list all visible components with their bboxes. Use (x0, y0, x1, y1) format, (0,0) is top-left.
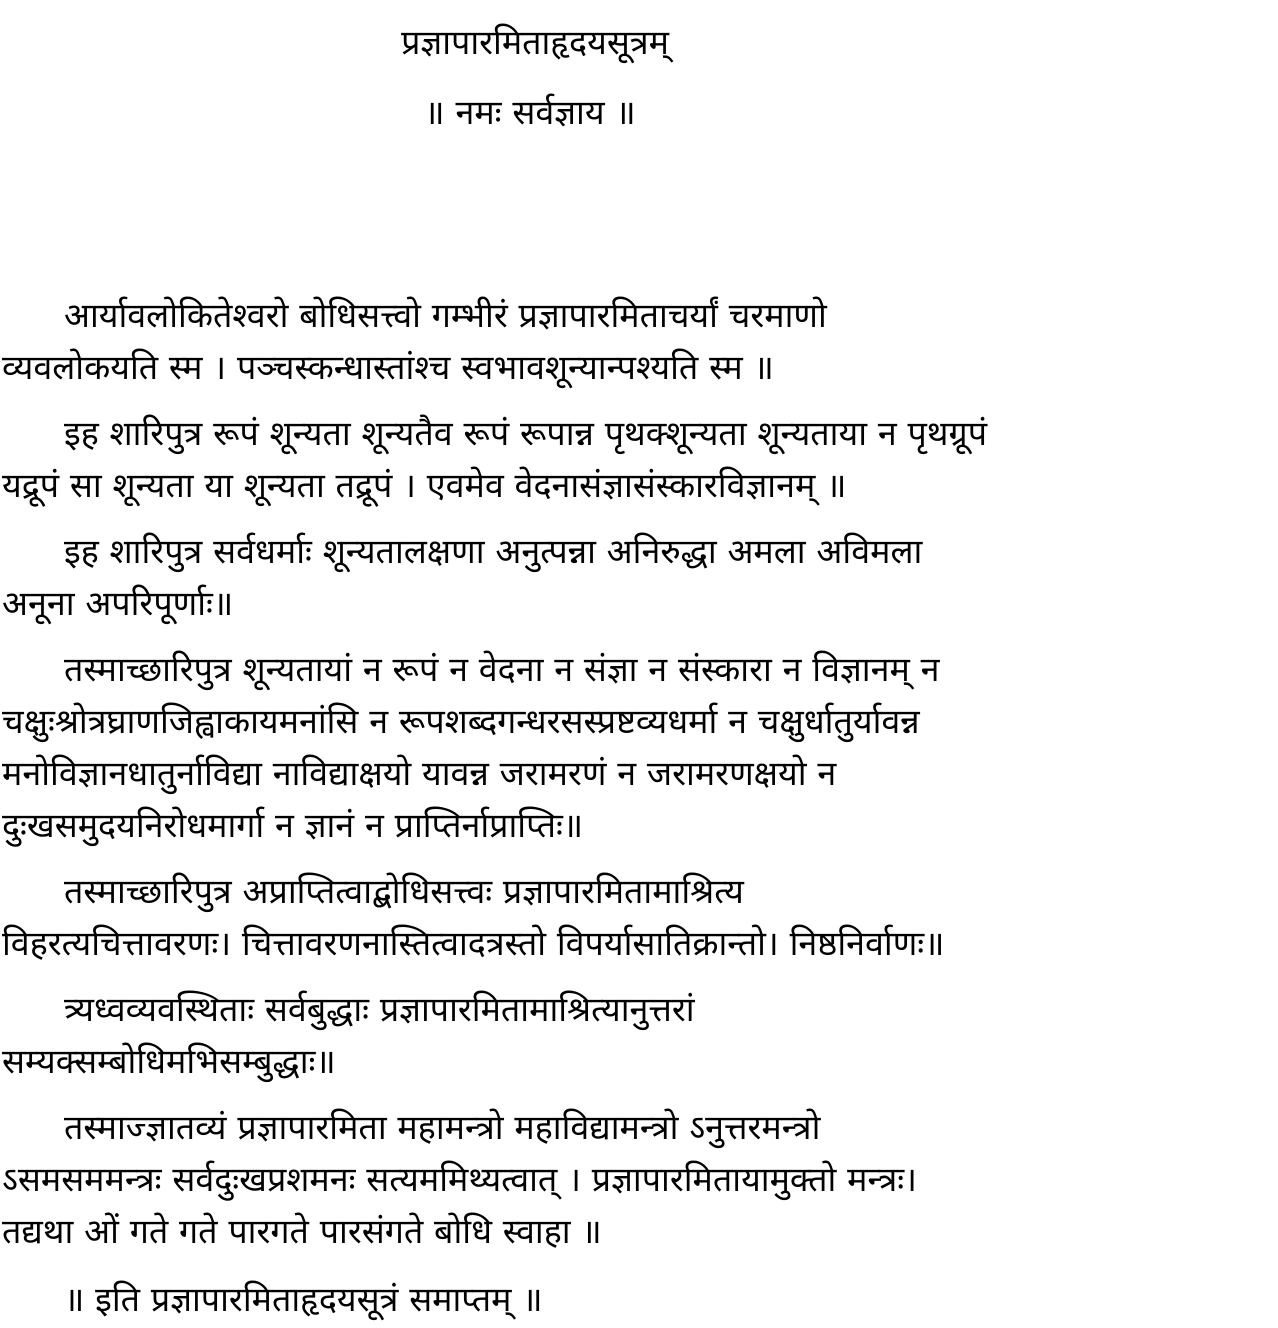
verse-4 (2, 644, 1276, 852)
document-title: प्रज्ञापारमिताहृदयसूत्रम् (401, 23, 669, 63)
colophon: ॥ इति प्रज्ञापारमिताहृदयसूत्रं समाप्तम् ॥ (64, 1280, 543, 1320)
verse-line: यद्रूपं सा शून्यता या शून्यता तद्रूपं । एवमेव वेदनासंज्ञासंस्कारविज्ञानम् ॥ (2, 466, 847, 506)
verse-line: अनूना अपरिपूर्णाः॥ (2, 584, 234, 624)
verse-line: सम्यक्सम्बोधिमभिसम्बुद्धाः॥ (2, 1042, 336, 1082)
invocation-line: ॥ नमः सर्वज्ञाय ॥ (424, 93, 636, 133)
verse-line: तस्माच्छारिपुत्र अप्राप्तित्वाद्बोधिसत्त्वः प्रज्ञापारमितामाश्रित्य (64, 872, 744, 912)
verse-line: इह शारिपुत्र सर्वधर्माः शून्यतालक्षणा अनुत्पन्ना अनिरुद्धा अमला अविमला (64, 532, 923, 572)
verse-1 (2, 290, 1276, 394)
verse-line: विहरत्यचित्तावरणः। चित्तावरणनास्तित्वादत्रस्तो विपर्यासातिक्रान्तो। निष्ठनिर्वाणः॥ (2, 924, 945, 964)
verse-line: चक्षुःश्रोत्रघ्राणजिह्वाकायमनांसि न रूपशब्दगन्धरसस्प्रष्टव्यधर्मा न चक्षुर्धातुर्यावन्न (2, 702, 920, 742)
verse-line: तस्माच्छारिपुत्र शून्यतायां न रूपं न वेदना न संज्ञा न संस्कारा न विज्ञानम् न (64, 650, 940, 690)
verse-line: दुःखसमुदयनिरोधमार्गा न ज्ञानं न प्राप्तिर्नाप्राप्तिः॥ (2, 806, 584, 846)
verse-line: मनोविज्ञानधातुर्नाविद्या नाविद्याक्षयो यावन्न जरामरणं न जरामरणक्षयो न (2, 754, 837, 794)
verse-5 (2, 866, 1276, 970)
verse-line: तस्माज्ज्ञातव्यं प्रज्ञापारमिता महामन्त्रो महाविद्यामन्त्रो ऽनुत्तरमन्त्रो (64, 1108, 821, 1148)
verse-line: ऽसमसममन्त्रः सर्वदुःखप्रशमनः सत्यममिथ्यत्वात् । प्रज्ञापारमितायामुक्तो मन्त्रः। (2, 1160, 918, 1200)
verse-7 (2, 1102, 1276, 1258)
verse-3 (2, 526, 1276, 630)
verses-body (2, 290, 1276, 1272)
verse-2 (2, 408, 1276, 512)
verse-line: तद्यथा ओं गते गते पारगते पारसंगते बोधि स्वाहा ॥ (2, 1212, 602, 1252)
verse-line: आर्यावलोकितेश्वरो बोधिसत्त्वो गम्भीरं प्रज्ञापारमिताचर्यां चरमाणो (64, 296, 827, 336)
verse-line: इह शारिपुत्र रूपं शून्यता शून्यतैव रूपं रूपान्न पृथक्शून्यता शून्यताया न पृथग्रूपं (64, 414, 988, 454)
verse-line: त्र्यध्वव्यवस्थिताः सर्वबुद्धाः प्रज्ञापारमितामाश्रित्यानुत्तरां (64, 990, 695, 1030)
verse-6 (2, 984, 1276, 1088)
verse-line: व्यवलोकयति स्म । पञ्चस्कन्धास्तांश्च स्वभावशून्यान्पश्यति स्म ॥ (2, 348, 774, 388)
